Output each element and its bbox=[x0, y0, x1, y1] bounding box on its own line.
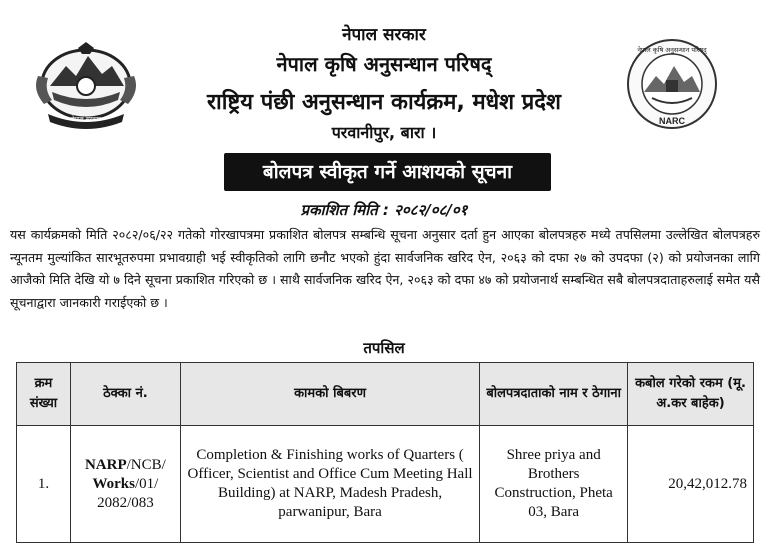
header-government: नेपाल सरकार bbox=[342, 25, 426, 45]
bid-table bbox=[16, 362, 754, 543]
header-serial: क्रम संख्या bbox=[17, 363, 71, 426]
published-date: प्रकाशित मिति : २०८२/०८/०१ bbox=[300, 201, 468, 219]
details-heading: तपसिल bbox=[363, 339, 405, 357]
narc-logo-caption: NARC bbox=[659, 116, 685, 126]
header-amount: कबोल गरेको रकम (मू. अ.कर बाहेक) bbox=[628, 363, 754, 426]
cell-description: Completion & Finishing works of Quarters ( Officer, Scientist and Office Cum Meeting Hall Building) at NARP, Madesh Pradesh, parwanipur, Bara bbox=[180, 426, 479, 543]
contract-part-c: Works bbox=[92, 475, 135, 492]
cell-amount: 20,42,012.78 bbox=[628, 426, 754, 543]
header-description: कामको बिबरण bbox=[180, 363, 479, 426]
table-header-row bbox=[17, 363, 754, 426]
cell-serial: 1. bbox=[17, 426, 71, 543]
cell-contract-no bbox=[70, 426, 180, 543]
contract-part-a: NARP bbox=[84, 456, 127, 473]
header-program: राष्ट्रिय पंछी अनुसन्धान कार्यक्रम, मधेश प्रदेश bbox=[207, 90, 561, 115]
header-council: नेपाल कृषि अनुसन्धान परिषद् bbox=[276, 52, 492, 76]
cell-bidder: Shree priya and Brothers Construction, Pheta 03, Bara bbox=[480, 426, 628, 543]
header-bidder: बोलपत्रदाताको नाम र ठेगाना bbox=[480, 363, 628, 426]
contract-part-d: /01/ bbox=[134, 475, 159, 492]
contract-part-b: /NCB/ bbox=[126, 456, 166, 473]
emblem-caption: नेपाल सरकार bbox=[71, 116, 101, 123]
contract-part-e: 2082/083 bbox=[97, 494, 154, 511]
header-contract-no: ठेक्का नं. bbox=[70, 363, 180, 426]
narc-logo-top-caption: नेपाल कृषि अनुसन्धान परिषद् bbox=[637, 46, 707, 54]
notice-title: बोलपत्र स्वीकृत गर्ने आशयको सूचना bbox=[224, 153, 551, 191]
notice-body: यस कार्यक्रमको मिति २०८२/०६/२२ गतेको गोरखापत्रमा प्रकाशित बोलपत्र सम्बन्धि सूचना अनुसार दर्ता हुन आएका बोलपत्रहरु मध्ये तपसिलमा उल्लेखित बोलपत्रहरु न्यूनतम मुल्यांकित सारभूतरुपमा प्रभावग्राही भई स्वीकृतिको लागि छनौट भएको हुंदा सार्वजनिक खरिद ऐन, २०६३ को दफा २७ को उपदफा (२) को प्रयोजनका लागि आजैको मिति देखि यो ७ दिने सूचना प्रकाशित गरिएको छ । साथै सार्वजनिक खरिद ऐन, २०६३ को दफा ४७ को प्रयोजनार्थ सम्बन्धित सबै बोलपत्रदाताहरुलाई समेत यसै सूचनाद्वारा जानकारी गराईएको छ । bbox=[10, 227, 760, 310]
header-location: परवानीपुर, बारा । bbox=[331, 123, 437, 142]
table-row bbox=[17, 426, 754, 543]
